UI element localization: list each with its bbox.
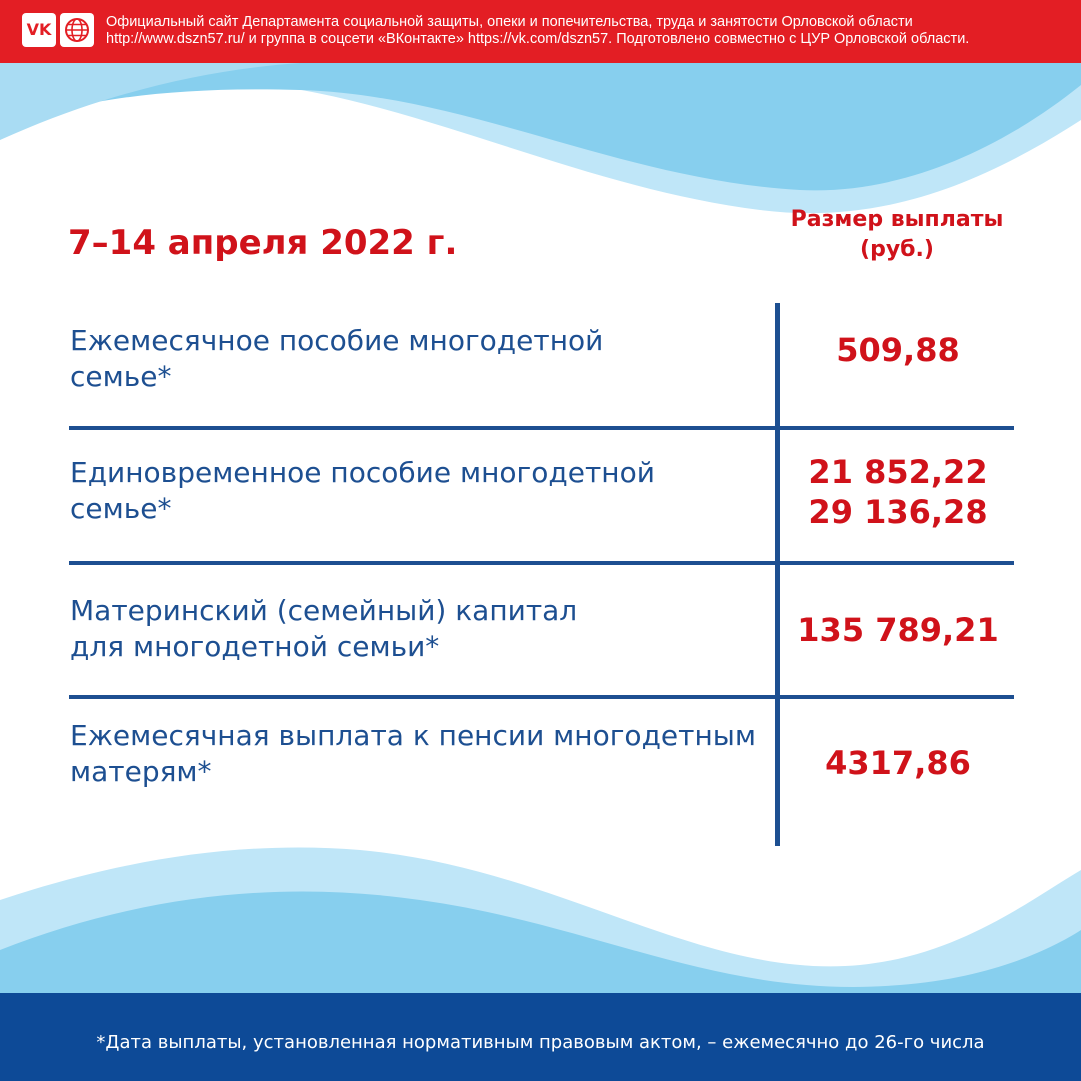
column-header-line-2: (руб.) [860,237,934,262]
column-header [772,205,1022,265]
globe-icon[interactable] [60,13,94,47]
page-title: 7–14 апреля 2022 г. [68,223,458,263]
row-4-label-line-2: матерям* [70,755,212,788]
row-2-value-1: 21 852,22 [808,453,988,491]
row-2-label-line-2: семье* [70,492,172,525]
table-divider-vertical [775,303,780,846]
header-bar [0,0,1081,63]
table-row-value [782,452,1014,532]
row-3-value: 135 789,21 [797,611,999,649]
footnote: *Дата выплаты, установленная нормативным правовым актом, – ежемесячно до 26-го числа [96,1032,985,1053]
table-divider-2 [69,561,1014,565]
header-line-2[interactable]: http://www.dszn57.ru/ и группа в соцсети «ВКонтакте» https://vk.com/dszn57. Подготовлено совместно с ЦУР Орловской области. [106,31,970,47]
vk-logo-icon[interactable]: VK [22,13,56,47]
row-3-label-line-1: Материнский (семейный) капитал [70,594,578,627]
column-header-line-1: Размер выплаты [790,207,1004,232]
header-line-1: Официальный сайт Департамента социальной защиты, опеки и попечительства, труда и занятости Орловской области [106,14,913,30]
header-text [106,14,1076,48]
table-divider-1 [69,426,1014,430]
table-divider-3 [69,695,1014,699]
table-row-label [70,323,770,395]
table-row-label [70,718,770,790]
row-2-value-2: 29 136,28 [808,493,988,531]
row-1-label-line-1: Ежемесячное пособие многодетной [70,324,604,357]
table-row-label [70,455,770,527]
row-3-label-line-2: для многодетной семьи* [70,630,440,663]
row-4-label-line-1: Ежемесячная выплата к пенсии многодетным [70,719,756,752]
row-2-label-line-1: Единовременное пособие многодетной [70,456,655,489]
table-row-label [70,593,770,665]
table-row-value [782,610,1014,650]
row-4-value: 4317,86 [825,744,971,782]
row-1-value: 509,88 [836,331,960,369]
row-1-label-line-2: семье* [70,360,172,393]
table-row-value [782,743,1014,783]
table-row-value [782,330,1014,370]
